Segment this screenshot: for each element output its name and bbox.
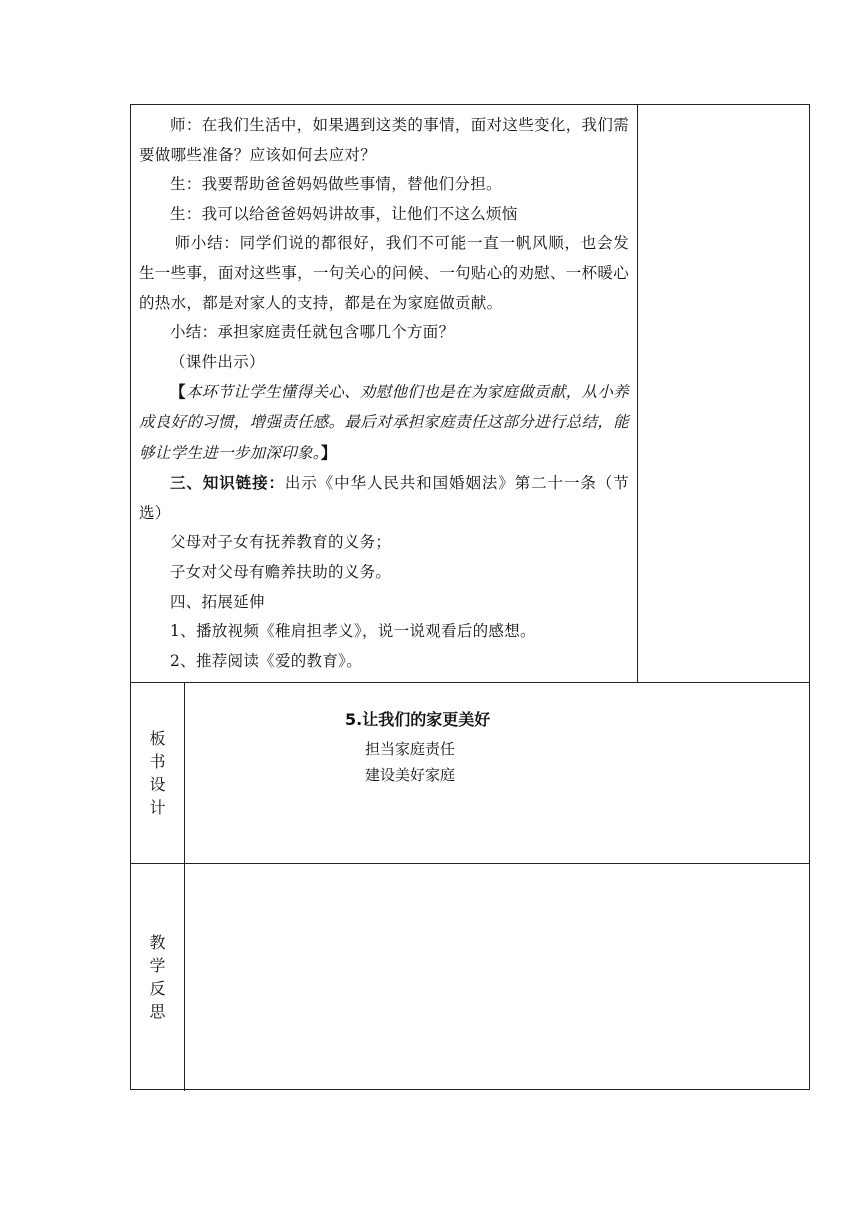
lesson-plan-table xyxy=(130,104,810,1090)
student-answer-2: 生：我可以给爸爸妈妈讲故事，让他们不这么烦恼 xyxy=(170,204,518,223)
design-intent-note xyxy=(139,377,629,468)
reflection-label-cell xyxy=(131,864,184,1090)
board-design-label: 板书设计 xyxy=(149,729,166,817)
student-answer-1: 生：我要帮助爸爸妈妈做些事情，替他们分担。 xyxy=(170,175,502,194)
note-open-bracket: 【 xyxy=(170,382,186,402)
knowledge-link-heading: 三、知识链接： xyxy=(170,473,285,493)
board-line-1: 担当家庭责任 xyxy=(365,740,456,758)
extension-item-2: 2、推荐阅读《爱的教育》。 xyxy=(170,651,363,670)
board-title: 5.让我们的家更美好 xyxy=(345,710,491,729)
board-design-cell xyxy=(185,683,811,863)
note-close-bracket: 】 xyxy=(320,442,337,462)
right-column-divider xyxy=(637,105,638,682)
courseware-note: （课件出示） xyxy=(170,352,265,371)
board-line-2: 建设美好家庭 xyxy=(365,766,456,784)
reflection-label: 教学反思 xyxy=(149,933,166,1021)
note-text: 本环节让学生懂得关心、劝慰他们也是在为家庭做贡献，从小养成良好的习惯，增强责任感。最后对承担家庭责任这部分进行总结，能够让学生进一步加深印象。 xyxy=(139,383,629,462)
law-line-2: 子女对父母有赡养扶助的义务。 xyxy=(170,562,392,581)
reflection-content-cell xyxy=(185,864,809,1090)
extension-heading: 四、拓展延伸 xyxy=(170,592,265,611)
board-design-label-cell xyxy=(131,683,184,863)
law-line-1: 父母对子女有抚养教育的义务； xyxy=(170,533,392,552)
knowledge-link xyxy=(139,468,629,528)
teacher-question: 师：在我们生活中，如果遇到这类的事情，面对这些变化，我们需要做哪些准备？应该如何去应对？ xyxy=(139,116,629,164)
teacher-summary: 师小结：同学们说的都很好，我们不可能一直一帆风顺，也会发生一些事，面对这些事，一句关心的问候、一句贴心的劝慰、一杯暖心的热水，都是对家人的支持，都是在为家庭做贡献。 xyxy=(139,234,629,312)
extension-item-1: 1、播放视频《稚肩担孝义》，说一说观看后的感想。 xyxy=(170,622,536,641)
summary-question: 小结：承担家庭责任就包含哪几个方面？ xyxy=(170,323,455,342)
lesson-content-cell xyxy=(131,105,637,682)
knowledge-link-text: 出示《中华人民共和国婚姻法》第二十一条（节选） xyxy=(139,474,629,522)
